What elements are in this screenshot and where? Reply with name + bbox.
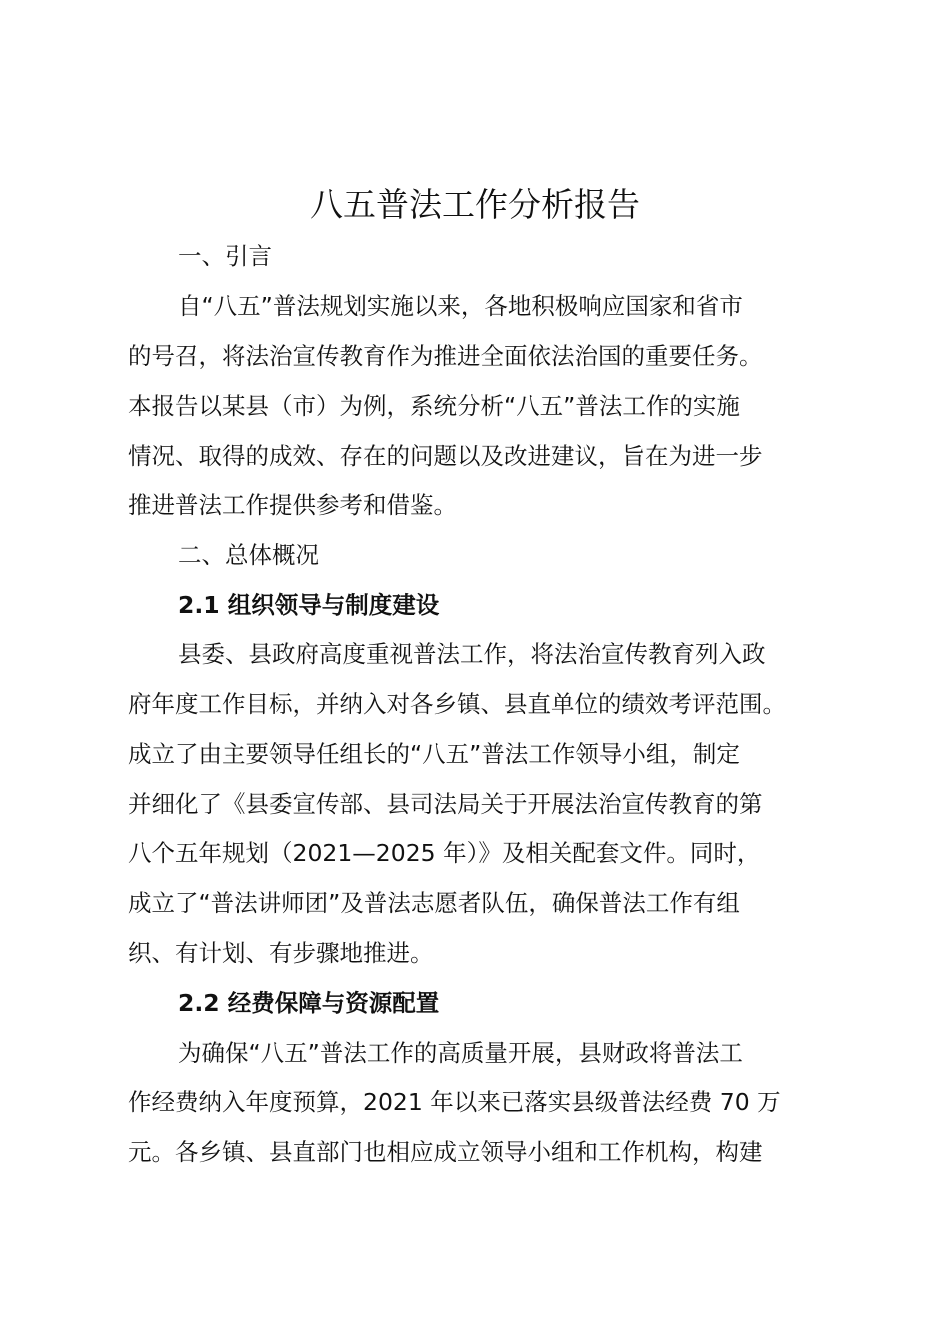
paragraph-line: 作经费纳入年度预算，2021 年以来已落实县级普法经费 70 万 <box>128 1088 781 1116</box>
paragraph-line: 为确保“八五”普法工作的高质量开展，县财政将普法工 <box>178 1039 743 1067</box>
document-title: 八五普法工作分析报告 <box>310 185 640 224</box>
paragraph-line: 推进普法工作提供参考和借鉴。 <box>128 491 457 519</box>
paragraph-line: 元。各乡镇、县直部门也相应成立领导小组和工作机构，构建 <box>128 1138 763 1166</box>
subsection-heading-2-1: 2.1 组织领导与制度建设 <box>178 591 440 619</box>
paragraph-line: 府年度工作目标，并纳入对各乡镇、县直单位的绩效考评范围。 <box>128 690 786 718</box>
paragraph-line: 八个五年规划（2021—2025 年）》及相关配套文件。同时， <box>128 839 761 867</box>
section-heading-introduction: 一、引言 <box>178 242 272 270</box>
paragraph-line: 并细化了《县委宣传部、县司法局关于开展法治宣传教育的第 <box>128 790 763 818</box>
section-heading-overview: 二、总体概况 <box>178 541 319 569</box>
subsection-heading-2-2: 2.2 经费保障与资源配置 <box>178 989 440 1017</box>
paragraph-line: 自“八五”普法规划实施以来，各地积极响应国家和省市 <box>178 292 743 320</box>
paragraph-line: 成立了由主要领导任组长的“八五”普法工作领导小组，制定 <box>128 740 740 768</box>
paragraph-line: 成立了“普法讲师团”及普法志愿者队伍，确保普法工作有组 <box>128 889 740 917</box>
paragraph-line: 本报告以某县（市）为例，系统分析“八五”普法工作的实施 <box>128 392 740 420</box>
paragraph-line: 县委、县政府高度重视普法工作，将法治宣传教育列入政 <box>178 640 766 668</box>
paragraph-line: 情况、取得的成效、存在的问题以及改进建议，旨在为进一步 <box>128 442 763 470</box>
paragraph-line: 织、有计划、有步骤地推进。 <box>128 939 434 967</box>
paragraph-line: 的号召，将法治宣传教育作为推进全面依法治国的重要任务。 <box>128 342 763 370</box>
